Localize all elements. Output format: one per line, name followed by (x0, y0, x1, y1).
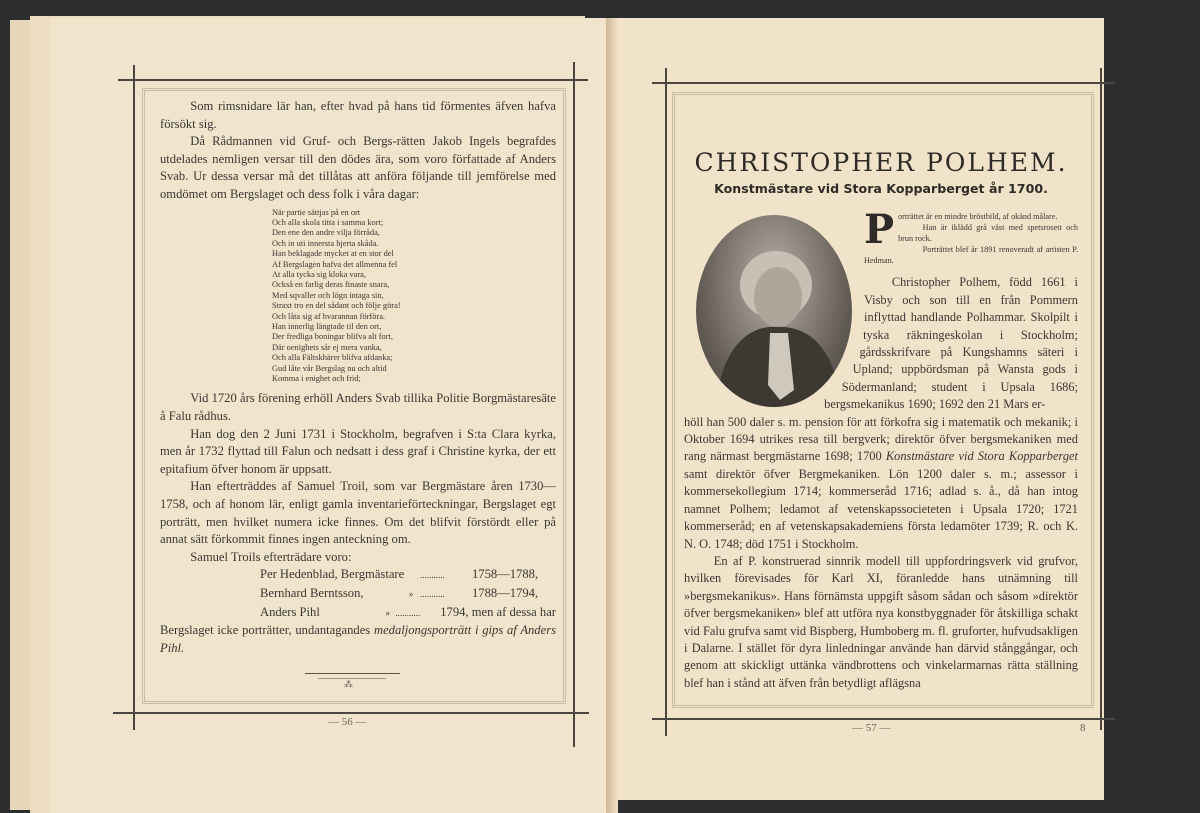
poem-line: Där oenighets sår ej mera vanka, (272, 342, 382, 352)
paragraph: Samuel Troils efterträdare voro: (190, 549, 352, 564)
left-page-text (160, 98, 556, 689)
successor-dots: ........... (395, 607, 421, 618)
portrait-figure (696, 215, 852, 407)
frame-top-rule (652, 82, 1115, 84)
poem-line: Den ene den andre vilja förråda, (272, 228, 380, 238)
page-number: — 56 — (328, 716, 367, 728)
paragraph (684, 414, 1078, 553)
frame-left-rule (133, 65, 135, 730)
ornament-icon: ⁂ (344, 679, 353, 690)
paragraph: Christopher Polhem, född 1661 i Visby och son till en från Pommern inflyttad handlande Polhammar. Skolpilt i tyska räkningeskolan i Stockholm; gårdsskrifvare på Kungshamns säteri i Upland; uppbördsman på Wansta gods i Södermanland; student i Upsala 1686; bergsmekanikus 1690; 1692 den 21 Mars er- (824, 275, 1078, 412)
page-number: — 57 — (852, 722, 891, 734)
successor-ditto: » (385, 607, 390, 618)
successor-row (260, 604, 556, 623)
bio-text: höll han 500 daler s. m. pension för att förkofra sig i matematik och mekanik; i Oktober 1694 utrikes resa till bergverk; direktör öfver bergsmekaniken med rang närmast bergmästarne 1698; 1700 (684, 414, 1078, 464)
closing-paragraph (160, 622, 556, 657)
caption-line: Porträttet blef år 1891 renoveradt af artisten P. Hedman. (864, 245, 1078, 266)
successor-name: Per Hedenblad, Bergmästare (260, 567, 405, 582)
page-title: CHRISTOPHER POLHEM. (694, 148, 1068, 177)
right-page-text (684, 148, 1078, 692)
poem-line: Och alla Fältskhärer blifva afdanka; (272, 353, 393, 363)
poem-line: Han beklagade mycket at en stor del (272, 249, 394, 259)
end-rule (305, 673, 400, 674)
paragraph: En af P. konstruerad sinnrik modell till uppfordringsverk vid grufvor, hvilken förevisades för Karl XI, föranledde hans utnämning till »bergsmekanikus». Hans förnämsta uppgift såsom sådan och såsom »direktör öfver bergsmekaniken» blef att utföra nya konstbyggnader för åtskilliga schakt vid Falu grufva samt vid Bispberg, Humboberg m. fl. gruforter, hufvudsakligen i Dalarne. I stället för dyra linledningar använde han därvid stånggångar, och genom att skickligt uttänka vändbrottens och vinkelarmarnas rätta ställning blef han i stånd att äfven från betydligt aflägsna (684, 553, 1078, 690)
signature-mark: 8 (1080, 722, 1086, 734)
caption-line: orträttet är en mindre bröstbild, af okänd målare. (898, 212, 1058, 222)
successor-name: Anders Pihl (260, 604, 320, 619)
successor-name: Bernhard Berntsson, (260, 586, 364, 600)
frame-right-rule (573, 62, 575, 747)
poem-line: Gud låte vår Bergslag nu och altid (272, 363, 387, 373)
poem-line: At alla tycka sig kloka vara, (272, 270, 366, 279)
poem-line: Och låta sig af hvarannan förföra. (272, 311, 386, 321)
poem (272, 208, 556, 385)
poem-line: Med sqvaller och lögn intaga sin, (272, 290, 384, 300)
poem-line: Också en farlig deras finaste snara, (272, 280, 390, 290)
successor-dots: ........... (420, 589, 445, 599)
book-gutter (606, 18, 618, 813)
closing-italic: medaljongsporträtt i gips af Anders Pihl. (160, 623, 556, 655)
frame-right-rule (1100, 68, 1102, 730)
paragraph: Då Rådmannen vid Gruf- och Bergs-rätten Jakob Ingels begrafdes utdelades nemligen versar till den dödes ära, som voro författade af Anders Svab. Ur dessa versar må det tillåtas att anföra följande till jemförelse med omdömet om Bergslaget och dess folk i våra dagar: (160, 134, 556, 201)
paragraph: Vid 1720 års förening erhöll Anders Svab tillika Politie Borgmästaresäte å Falu rådhus. (160, 391, 556, 424)
poem-line: Och in uti innersta hjerta skåda. (272, 238, 379, 248)
portrait-caption (864, 211, 1078, 266)
paragraph: Han efterträddes af Samuel Troil, som var Bergmästare åren 1730—1758, och af honom lär, enligt gamla inventarieförteckningar, Bergslaget egt porträtt, men hvilket numera icke finnes. Om det blifvit förstördt eller på annat sätt förkommit finnes ingen anteckning om. (160, 479, 556, 547)
successor-list (160, 566, 556, 622)
portrait-image (696, 215, 852, 407)
caption-line: Han är iklädd grå väst med spetsrosett och brun rock. (898, 223, 1078, 244)
bio-text: samt direktör öfver Bergmekaniken. Lön 1200 daler s. m.; assessor i kommersekollegium 1714; kommerseråd 1716; adlad s. å., då han intog namnet Polhem; ledamot af vetenskapssocieteten i Upsala 1720; 1721 kommerseråd; en af vetenskapsakademiens första ledamöter 1739; R. och K. N. O. 1748; död 1751 i Stockholm. (684, 466, 1078, 551)
poem-line: Af Bergslagen hafva det allmenna fel (272, 259, 398, 269)
successor-ditto: » (408, 589, 414, 599)
poem-line: Komma i enighet och frid; (272, 374, 361, 384)
page-subtitle: Konstmästare vid Stora Kopparberget år 1700. (714, 181, 1048, 196)
frame-bottom-rule (652, 718, 1115, 720)
successor-years: 1794, men af dessa har (440, 604, 556, 619)
poem-line: Der fredliga boningar blifva alt fort, (272, 332, 393, 342)
drop-cap: P (864, 211, 895, 254)
successor-years: 1788—1794, (472, 586, 539, 600)
successor-row (260, 566, 556, 585)
poem-line: Och alla skola titta i samma kort; (272, 217, 384, 227)
successor-years: 1758—1788, (472, 567, 539, 582)
paragraph: Han dog den 2 Juni 1731 i Stockholm, begrafven i S:ta Clara kyrka, men år 1732 flyttad till Falun och nedsatt i dess graf i Christine kyrka, der ett epitafium öfver honom är uppsatt. (160, 426, 556, 476)
frame-left-rule (665, 68, 667, 736)
frame-top-rule (118, 79, 588, 81)
poem-line: Han innerlig längtade til den ort, (272, 322, 382, 332)
frame-bottom-rule (113, 712, 589, 714)
poem-line: När partie sättjas på en ort (272, 207, 361, 217)
poem-line: Straxt tro en del sådant och följe göra! (272, 301, 401, 311)
closing-text: Bergslaget icke porträtter, undantagandes (160, 623, 374, 638)
successor-row (260, 585, 556, 604)
end-ornament (160, 667, 556, 689)
paragraph: Som rimsnidare lär han, efter hvad på hans tid förmentes äfven hafva försökt sig. (160, 99, 556, 131)
successor-dots: ........... (420, 570, 445, 581)
bio-italic: Konstmästare vid Stora Kopparberget (885, 449, 1078, 464)
